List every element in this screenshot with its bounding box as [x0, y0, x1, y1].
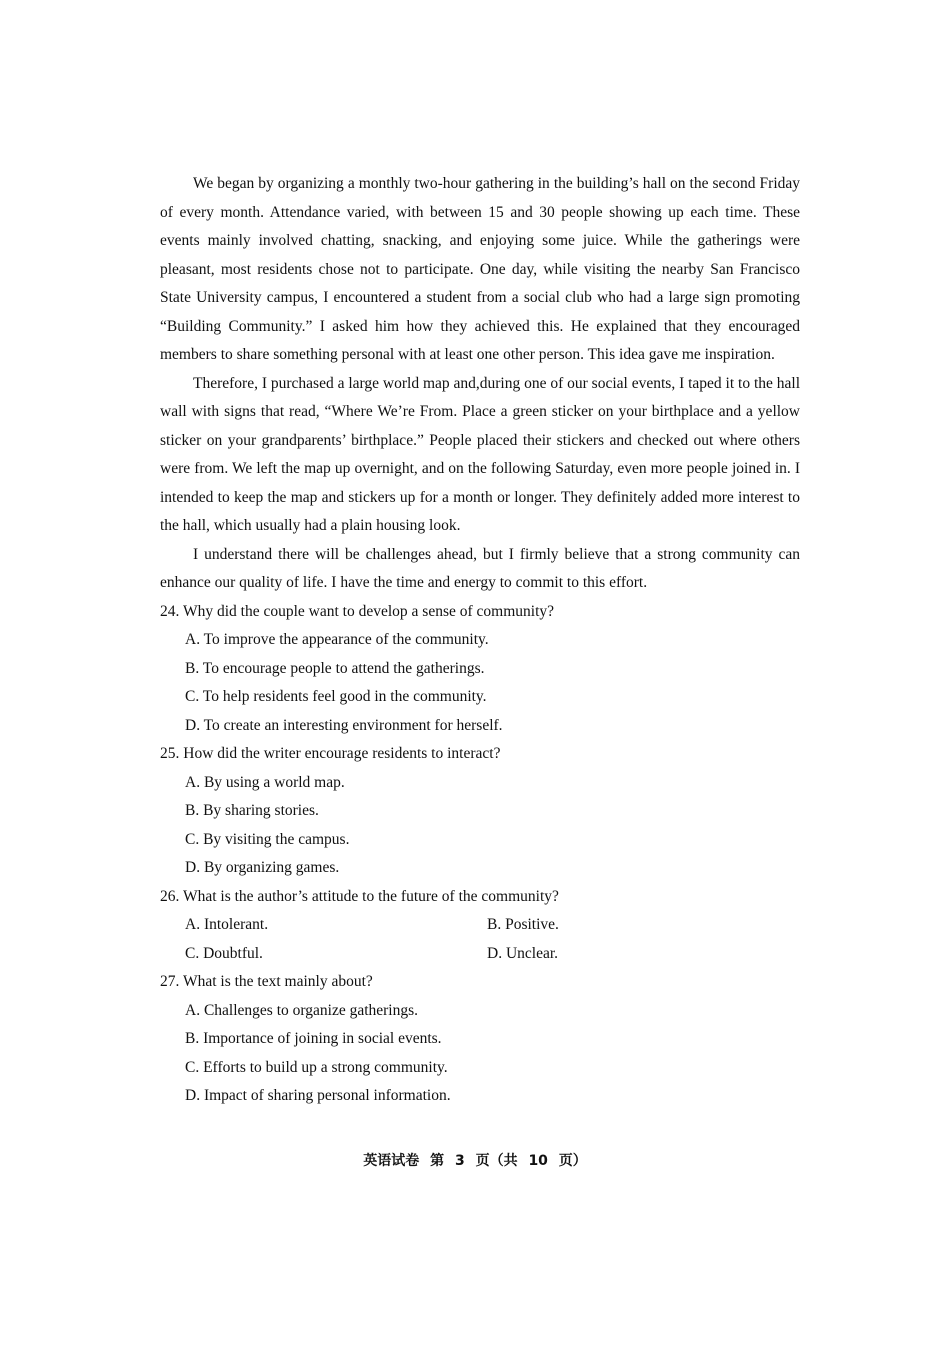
- passage-paragraph: We began by organizing a monthly two-hour gathering in the building’s hall on the second Friday of every month. Attendance varied, with between 15 and 30 people showing up each time. These events mainly involved chatting, snacking, and enjoying some juice. While the gatherings were pleasant, most residents chose not to participate. One day, while visiting the nearby San Francisco State University campus, I encountered a student from a social club who had a large sign promoting “Building Community.” I asked him how they achieved this. He explained that they encouraged members to share something personal with at least one other person. This idea gave me inspiration.: [160, 175, 800, 363]
- answer-option: A. Challenges to organize gatherings.: [185, 1001, 419, 1019]
- answer-option: B. Positive.: [487, 916, 559, 933]
- question-stem: 27. What is the text mainly about?: [160, 973, 373, 990]
- answer-option: D. Unclear.: [487, 944, 559, 962]
- question-stem: 24. Why did the couple want to develop a sense of community?: [160, 602, 555, 620]
- answer-option: A. Intolerant.: [185, 916, 269, 933]
- passage-paragraph: I understand there will be challenges ahead, but I firmly believe that a strong community can enhance our quality of life. I have the time and energy to commit to this effort.: [160, 545, 800, 591]
- page-footer: 英语试卷 第 3 页（共 10 页）: [363, 1153, 587, 1169]
- answer-option: C. To help residents feel good in the community.: [185, 688, 487, 705]
- option-row: [185, 911, 800, 940]
- answer-option: D. To create an interesting environment for herself.: [185, 716, 503, 734]
- answer-option: B. By sharing stories.: [185, 802, 319, 819]
- question-24: [160, 598, 800, 741]
- question-stem: 25. How did the writer encourage residents to interact?: [160, 745, 501, 762]
- answer-option: C. Efforts to build up a strong community.: [185, 1058, 448, 1076]
- answer-option: A. By using a world map.: [185, 773, 345, 791]
- passage-paragraph: Therefore, I purchased a large world map and,during one of our social events, I taped it to the hall wall with signs that read, “Where We’re From. Place a green sticker on your birthplace and a yellow sticker on your grandparents’ birthplace.” People placed their stickers and checked out where others were from. We left the map up overnight, and on the following Saturday, even more people joined in. I intended to keep the map and stickers up for a month or longer. They definitely added more interest to the hall, which usually had a plain housing look.: [160, 374, 801, 534]
- question-25: [160, 740, 800, 883]
- answer-option: B. To encourage people to attend the gatherings.: [185, 659, 485, 677]
- answer-option: A. To improve the appearance of the community.: [185, 631, 489, 648]
- question-stem: 26. What is the author’s attitude to the future of the community?: [160, 887, 559, 905]
- question-27: [160, 968, 800, 1111]
- answer-option: B. Importance of joining in social events.: [185, 1030, 442, 1047]
- answer-option: D. Impact of sharing personal information.: [185, 1087, 451, 1104]
- answer-option: C. Doubtful.: [185, 944, 263, 962]
- answer-option: D. By organizing games.: [185, 859, 340, 876]
- answer-option: C. By visiting the campus.: [185, 830, 350, 848]
- question-26: [160, 883, 800, 969]
- option-row: [185, 940, 800, 969]
- page-content: [160, 170, 800, 1111]
